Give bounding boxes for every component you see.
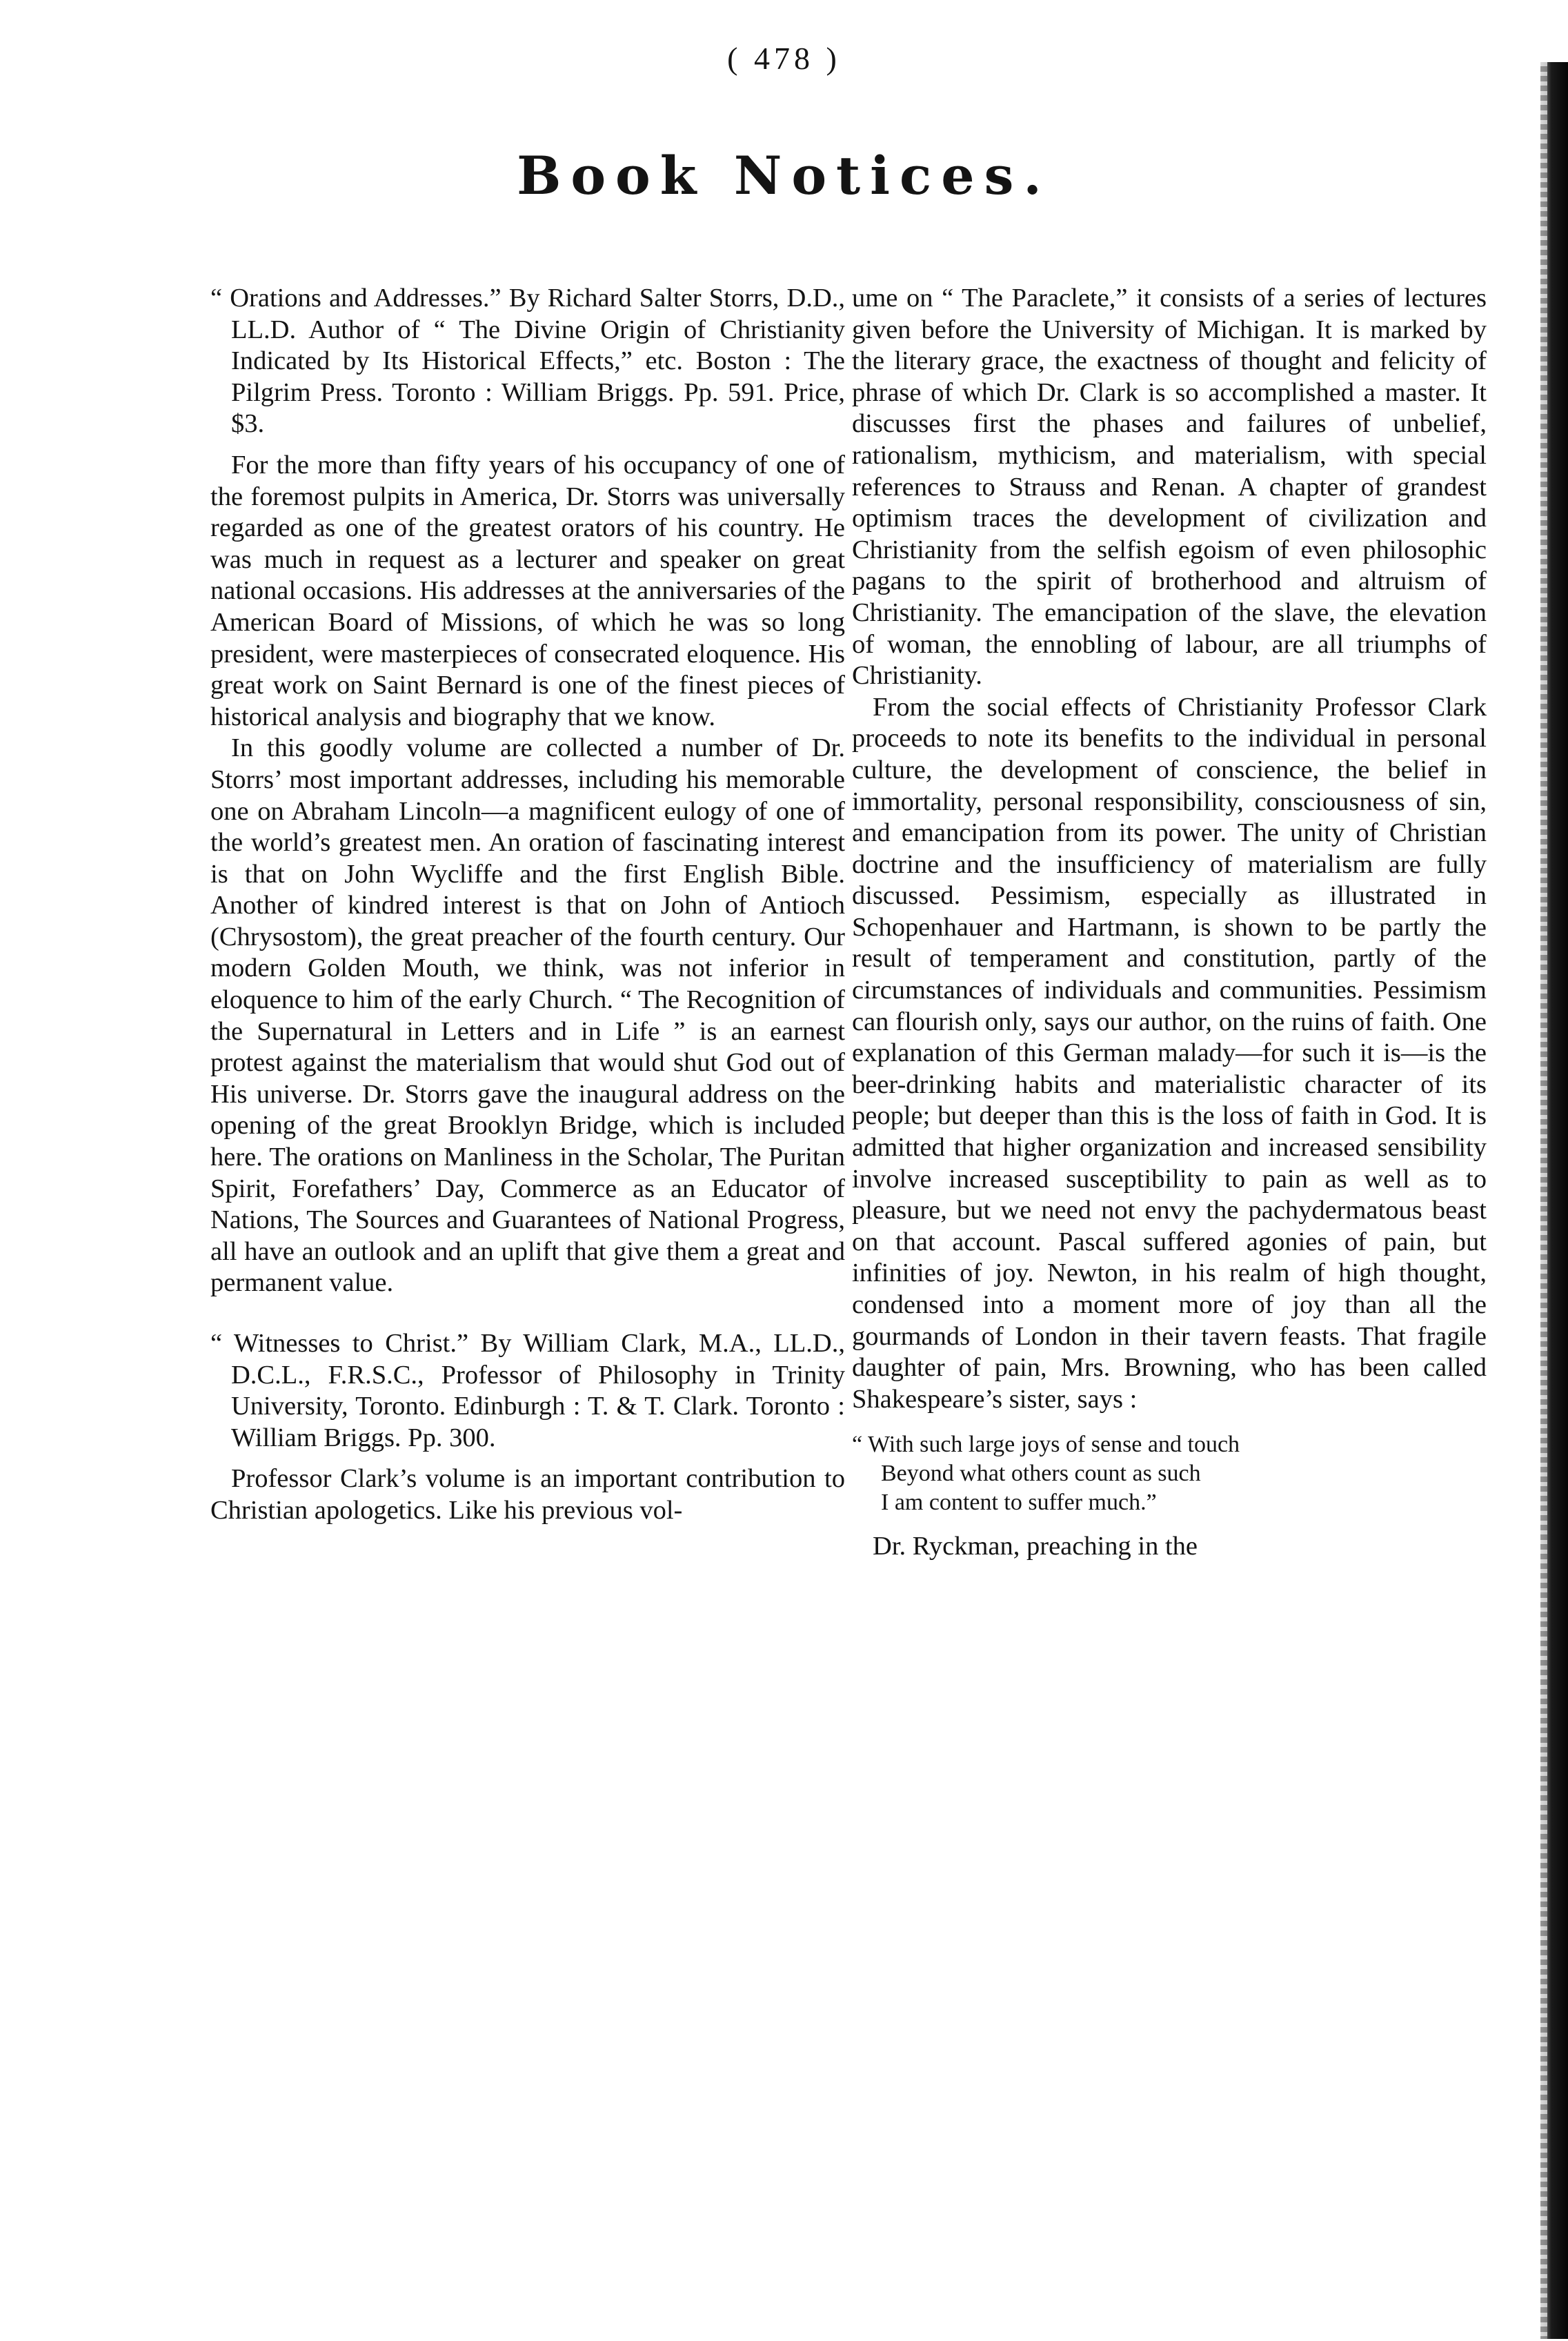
review-paragraph: Professor Clark’s volume is an important contribution to Christian apologetics. Like his previous vol- — [210, 1464, 845, 1525]
poem-quote — [852, 1430, 1487, 1517]
quote-line: “ With such large joys of sense and touch — [852, 1432, 1240, 1458]
left-column — [210, 283, 845, 1527]
book-entry-heading-witnesses: “ Witnesses to Christ.” By William Clark, M.A., LL.D., D.C.L., F.R.S.C., Professor of Philosophy in Trinity University, Toronto. Edinburgh : T. & T. Clark. Toronto : William Briggs. Pp. 300. — [210, 1329, 845, 1452]
review-paragraph-continued: ume on “ The Paraclete,” it consists of a series of lectures given before the University of Michigan. It is marked by the literary grace, the exactness of thought and felicity of phrase of which Dr. Clark is so accomplished a master. It discusses first the phases and failures of unbelief, rationalism, mythicism, and materialism, with special references to Strauss and Renan. A chapter of grandest optimism traces the development of civilization and Christianity from the selfish egoism of even philosophic pagans to the spirit of brotherhood and altruism of Christianity. The emancipation of the slave, the elevation of woman, the ennobling of labour, are all triumphs of Christianity. — [852, 284, 1487, 691]
review-paragraph: From the social effects of Christianity Professor Clark proceeds to note its benefits to the individual in personal culture, the development of conscience, the belief in immortality, personal responsibility, consciousness of sin, and emancipation from its power. The unity of Christian doctrine and the insufficiency of materialism are fully discussed. Pessimism, especially as illustrated in Schopenhauer and Hartmann, is shown to be partly the result of temperament and constitution, partly of the circumstances of individuals and communities. Pessimism can flourish only, says our author, on the ruins of faith. One explanation of this German malady—for such it is—is the beer-drinking habits and materialistic character of its people; but deeper than this is the loss of faith in God. It is admitted that higher organization and increased sensibility involve increased susceptibility to pain as well as to pleasure, but we need not envy the pachydermatous beast on that account. Pascal suffered agonies of pain, but infinities of joy. Newton, in his realm of high thought, condensed into a moment more of joy than all the gourmands of London in their tavern feasts. That fragile daughter of pain, Mrs. Browning, who has been called Shakespeare’s sister, says : — [852, 692, 1487, 1414]
quote-line: I am content to suffer much.” — [881, 1490, 1157, 1516]
scan-edge-shadow — [1540, 62, 1568, 2339]
right-column — [852, 283, 1487, 1563]
review-paragraph-start: Dr. Ryckman, preaching in the — [873, 1532, 1198, 1561]
page-number: ( 478 ) — [727, 41, 841, 76]
review-paragraph: For the more than fifty years of his occupancy of one of the foremost pulpits in America, Dr. Storrs was universally regarded as one of the greatest orators of his country. He was much in request as a lecturer and speaker on great national occasions. His addresses at the anniversaries of the American Board of Missions, of which he was so long president, were masterpieces of consecrated eloquence. His great work on Saint Bernard is one of the finest pieces of historical analysis and biography that we know. — [210, 450, 845, 731]
book-entry-heading-orations: “ Orations and Addresses.” By Richard Salter Storrs, D.D., LL.D. Author of “ The Divine Origin of Christianity Indicated by Its Historical Effects,” etc. Boston : The Pilgrim Press. Toronto : William Briggs. Pp. 591. Price, $3. — [210, 284, 845, 439]
scan-edge-texture — [1540, 62, 1547, 2339]
page-title: Book Notices. — [517, 145, 1051, 206]
review-paragraph: In this goodly volume are collected a number of Dr. Storrs’ most important addresses, including his memorable one on Abraham Lincoln—a magnificent eulogy of one of the world’s greatest men. An oration of fascinating interest is that on John Wycliffe and the first English Bible. Another of kindred interest is that on John of Antioch (Chrysostom), the great preacher of the fourth century. Our modern Golden Mouth, we think, was not inferior in eloquence to him of the early Church. “ The Recognition of the Supernatural in Letters and in Life ” is an earnest protest against the materialism that would shut God out of His universe. Dr. Storrs gave the inaugural address on the opening of the great Brooklyn Bridge, which is included here. The orations on Manliness in the Scholar, The Puritan Spirit, Forefathers’ Day, Commerce as an Educator of Nations, The Sources and Guarantees of National Progress, all have an outlook and an uplift that give them a great and permanent value. — [210, 733, 845, 1298]
quote-line: Beyond what others count as such — [881, 1461, 1201, 1487]
